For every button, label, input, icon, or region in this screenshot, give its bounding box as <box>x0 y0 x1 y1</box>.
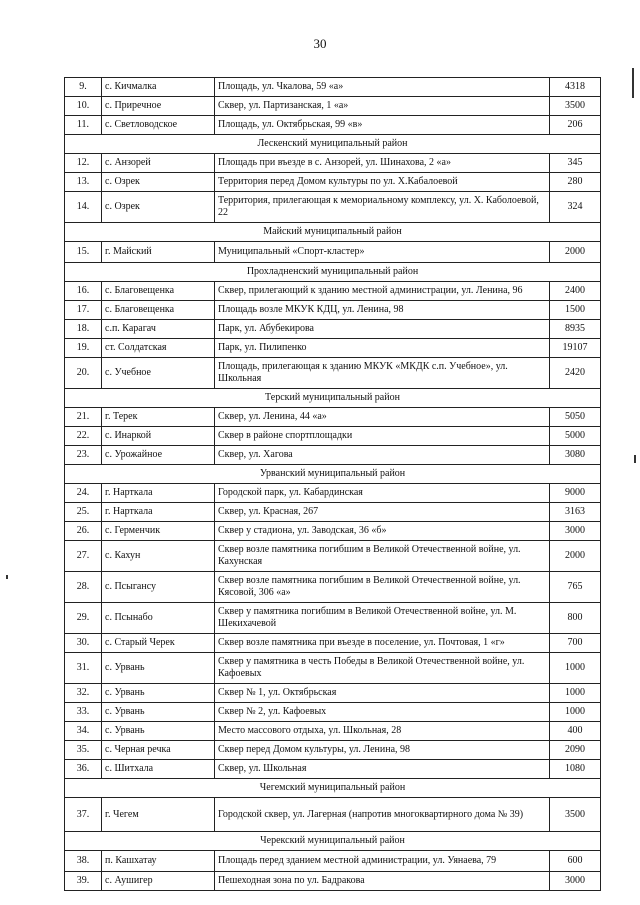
scan-edge-mark <box>634 455 636 463</box>
location-cell: Сквер у стадиона, ул. Заводская, 36 «б» <box>215 522 550 541</box>
location-cell: Сквер, ул. Партизанская, 1 «а» <box>215 97 550 116</box>
settlement-cell: с. Псыгансу <box>102 572 215 603</box>
location-cell: Городской сквер, ул. Лагерная (напротив многоквартирного дома № 39) <box>215 798 550 832</box>
area-cell: 2000 <box>550 541 601 572</box>
table-row <box>65 503 601 522</box>
settlement-cell: с. Благовещенка <box>102 282 215 301</box>
area-cell: 5050 <box>550 408 601 427</box>
settlement-cell: г. Нарткала <box>102 503 215 522</box>
row-number: 38. <box>65 851 102 872</box>
table-row <box>65 427 601 446</box>
area-cell: 3500 <box>550 97 601 116</box>
settlement-cell: с. Урвань <box>102 703 215 722</box>
district-name: Чегемский муниципальный район <box>65 779 601 798</box>
row-number: 27. <box>65 541 102 572</box>
area-cell: 2400 <box>550 282 601 301</box>
location-cell: Территория перед Домом культуры по ул. Х.Кабалоевой <box>215 173 550 192</box>
settlement-cell: п. Кашхатау <box>102 851 215 872</box>
table-row <box>65 722 601 741</box>
location-cell: Сквер у памятника в честь Победы в Великой Отечественной войне, ул. Кафоевых <box>215 653 550 684</box>
table-row <box>65 603 601 634</box>
area-cell: 345 <box>550 154 601 173</box>
row-number: 26. <box>65 522 102 541</box>
district-name: Терский муниципальный район <box>65 389 601 408</box>
settlement-cell: с.п. Карагач <box>102 320 215 339</box>
area-cell: 765 <box>550 572 601 603</box>
table-row <box>65 97 601 116</box>
district-header-row <box>65 779 601 798</box>
settlement-cell: с. Псынабо <box>102 603 215 634</box>
settlement-cell: с. Благовещенка <box>102 301 215 320</box>
settlement-cell: с. Шитхала <box>102 760 215 779</box>
area-cell: 3080 <box>550 446 601 465</box>
row-number: 20. <box>65 358 102 389</box>
area-cell: 9000 <box>550 484 601 503</box>
location-cell: Муниципальный «Спорт-кластер» <box>215 242 550 263</box>
table-row <box>65 741 601 760</box>
row-number: 39. <box>65 872 102 891</box>
row-number: 13. <box>65 173 102 192</box>
page-number: 30 <box>313 36 327 51</box>
table-row <box>65 572 601 603</box>
district-header-row <box>65 135 601 154</box>
table-row <box>65 851 601 872</box>
table-row <box>65 684 601 703</box>
settlement-cell: г. Майский <box>102 242 215 263</box>
table-row <box>65 282 601 301</box>
settlement-cell: с. Урвань <box>102 653 215 684</box>
area-cell: 1500 <box>550 301 601 320</box>
area-cell: 280 <box>550 173 601 192</box>
settlement-cell: с. Аушигер <box>102 872 215 891</box>
location-cell: Сквер возле памятника погибшим в Великой Отечественной войне, ул. Кясовой, 306 «а» <box>215 572 550 603</box>
district-header-row <box>65 223 601 242</box>
district-name: Лескенский муниципальный район <box>65 135 601 154</box>
row-number: 35. <box>65 741 102 760</box>
area-cell: 700 <box>550 634 601 653</box>
row-number: 14. <box>65 192 102 223</box>
table-row <box>65 192 601 223</box>
area-cell: 3500 <box>550 798 601 832</box>
area-cell: 1000 <box>550 703 601 722</box>
settlement-cell: с. Урвань <box>102 684 215 703</box>
district-header-row <box>65 465 601 484</box>
area-cell: 8935 <box>550 320 601 339</box>
location-cell: Городской парк, ул. Кабардинская <box>215 484 550 503</box>
table-row <box>65 78 601 97</box>
row-number: 32. <box>65 684 102 703</box>
table-row <box>65 116 601 135</box>
row-number: 23. <box>65 446 102 465</box>
location-cell: Сквер № 1, ул. Октябрьская <box>215 684 550 703</box>
area-cell: 2420 <box>550 358 601 389</box>
table-row <box>65 154 601 173</box>
table-row <box>65 541 601 572</box>
settlement-cell: г. Терек <box>102 408 215 427</box>
area-cell: 3000 <box>550 872 601 891</box>
table-row <box>65 798 601 832</box>
location-cell: Сквер, ул. Школьная <box>215 760 550 779</box>
row-number: 37. <box>65 798 102 832</box>
location-cell: Сквер, ул. Хагова <box>215 446 550 465</box>
location-cell: Площадь при въезде в с. Анзорей, ул. Шинахова, 2 «а» <box>215 154 550 173</box>
settlement-cell: с. Озрек <box>102 192 215 223</box>
location-cell: Площадь перед зданием местной администрации, ул. Уянаева, 79 <box>215 851 550 872</box>
registry-body <box>65 78 601 891</box>
location-cell: Сквер, ул. Красная, 267 <box>215 503 550 522</box>
location-cell: Сквер № 2, ул. Кафоевых <box>215 703 550 722</box>
settlement-cell: с. Инаркой <box>102 427 215 446</box>
area-cell: 4318 <box>550 78 601 97</box>
area-cell: 19107 <box>550 339 601 358</box>
row-number: 12. <box>65 154 102 173</box>
row-number: 34. <box>65 722 102 741</box>
area-cell: 600 <box>550 851 601 872</box>
settlement-cell: с. Старый Черек <box>102 634 215 653</box>
table-row <box>65 320 601 339</box>
row-number: 18. <box>65 320 102 339</box>
district-header-row <box>65 832 601 851</box>
location-cell: Место массового отдыха, ул. Школьная, 28 <box>215 722 550 741</box>
area-cell: 800 <box>550 603 601 634</box>
location-cell: Площадь, ул. Чкалова, 59 «а» <box>215 78 550 97</box>
location-cell: Площадь, ул. Октябрьская, 99 «в» <box>215 116 550 135</box>
location-cell: Парк, ул. Абубекирова <box>215 320 550 339</box>
table-row <box>65 358 601 389</box>
table-row <box>65 301 601 320</box>
row-number: 29. <box>65 603 102 634</box>
table-row <box>65 408 601 427</box>
table-row <box>65 703 601 722</box>
district-name: Майский муниципальный район <box>65 223 601 242</box>
row-number: 30. <box>65 634 102 653</box>
area-cell: 206 <box>550 116 601 135</box>
settlement-cell: с. Герменчик <box>102 522 215 541</box>
row-number: 19. <box>65 339 102 358</box>
row-number: 17. <box>65 301 102 320</box>
settlement-cell: с. Урожайное <box>102 446 215 465</box>
row-number: 9. <box>65 78 102 97</box>
area-cell: 1080 <box>550 760 601 779</box>
district-name: Урванский муниципальный район <box>65 465 601 484</box>
row-number: 31. <box>65 653 102 684</box>
settlement-cell: с. Черная речка <box>102 741 215 760</box>
row-number: 28. <box>65 572 102 603</box>
area-cell: 1000 <box>550 653 601 684</box>
location-cell: Сквер, прилегающий к зданию местной администрации, ул. Ленина, 96 <box>215 282 550 301</box>
table-row <box>65 653 601 684</box>
settlement-cell: ст. Солдатская <box>102 339 215 358</box>
row-number: 22. <box>65 427 102 446</box>
table-row <box>65 872 601 891</box>
row-number: 36. <box>65 760 102 779</box>
district-name: Черекский муниципальный район <box>65 832 601 851</box>
settlement-cell: с. Приречное <box>102 97 215 116</box>
area-cell: 3000 <box>550 522 601 541</box>
location-cell: Сквер у памятника погибшим в Великой Отечественной войне, ул. М. Шекихачевой <box>215 603 550 634</box>
location-cell: Пешеходная зона по ул. Бадракова <box>215 872 550 891</box>
settlement-cell: г. Чегем <box>102 798 215 832</box>
location-cell: Территория, прилегающая к мемориальному комплексу, ул. Х. Каболоевой, 22 <box>215 192 550 223</box>
table-row <box>65 446 601 465</box>
row-number: 15. <box>65 242 102 263</box>
area-cell: 2090 <box>550 741 601 760</box>
area-cell: 324 <box>550 192 601 223</box>
district-name: Прохладненский муниципальный район <box>65 263 601 282</box>
location-cell: Сквер возле памятника погибшим в Великой Отечественной войне, ул. Кахунская <box>215 541 550 572</box>
scan-edge-mark <box>632 68 634 98</box>
row-number: 25. <box>65 503 102 522</box>
table-row <box>65 173 601 192</box>
row-number: 11. <box>65 116 102 135</box>
table-row <box>65 522 601 541</box>
location-cell: Сквер возле памятника при въезде в поселение, ул. Почтовая, 1 «г» <box>215 634 550 653</box>
row-number: 16. <box>65 282 102 301</box>
settlement-cell: с. Озрек <box>102 173 215 192</box>
location-cell: Парк, ул. Пилипенко <box>215 339 550 358</box>
settlement-cell: с. Светловодское <box>102 116 215 135</box>
table-row <box>65 484 601 503</box>
table-row <box>65 634 601 653</box>
settlement-cell: с. Урвань <box>102 722 215 741</box>
area-cell: 3163 <box>550 503 601 522</box>
area-cell: 1000 <box>550 684 601 703</box>
table-row <box>65 242 601 263</box>
area-cell: 400 <box>550 722 601 741</box>
location-cell: Сквер в районе спортплощадки <box>215 427 550 446</box>
area-cell: 2000 <box>550 242 601 263</box>
location-cell: Площадь, прилегающая к зданию МКУК «МКДК с.п. Учебное», ул. Школьная <box>215 358 550 389</box>
settlement-cell: с. Кичмалка <box>102 78 215 97</box>
settlement-cell: с. Анзорей <box>102 154 215 173</box>
row-number: 33. <box>65 703 102 722</box>
district-header-row <box>65 389 601 408</box>
location-cell: Сквер, ул. Ленина, 44 «а» <box>215 408 550 427</box>
area-cell: 5000 <box>550 427 601 446</box>
row-number: 24. <box>65 484 102 503</box>
row-number: 21. <box>65 408 102 427</box>
location-cell: Сквер перед Домом культуры, ул. Ленина, 98 <box>215 741 550 760</box>
settlement-cell: с. Учебное <box>102 358 215 389</box>
settlement-cell: с. Кахун <box>102 541 215 572</box>
table-row <box>65 339 601 358</box>
scan-edge-mark <box>6 575 8 579</box>
registry-table <box>64 77 601 891</box>
row-number: 10. <box>65 97 102 116</box>
settlement-cell: г. Нарткала <box>102 484 215 503</box>
table-row <box>65 760 601 779</box>
district-header-row <box>65 263 601 282</box>
location-cell: Площадь возле МКУК КДЦ, ул. Ленина, 98 <box>215 301 550 320</box>
